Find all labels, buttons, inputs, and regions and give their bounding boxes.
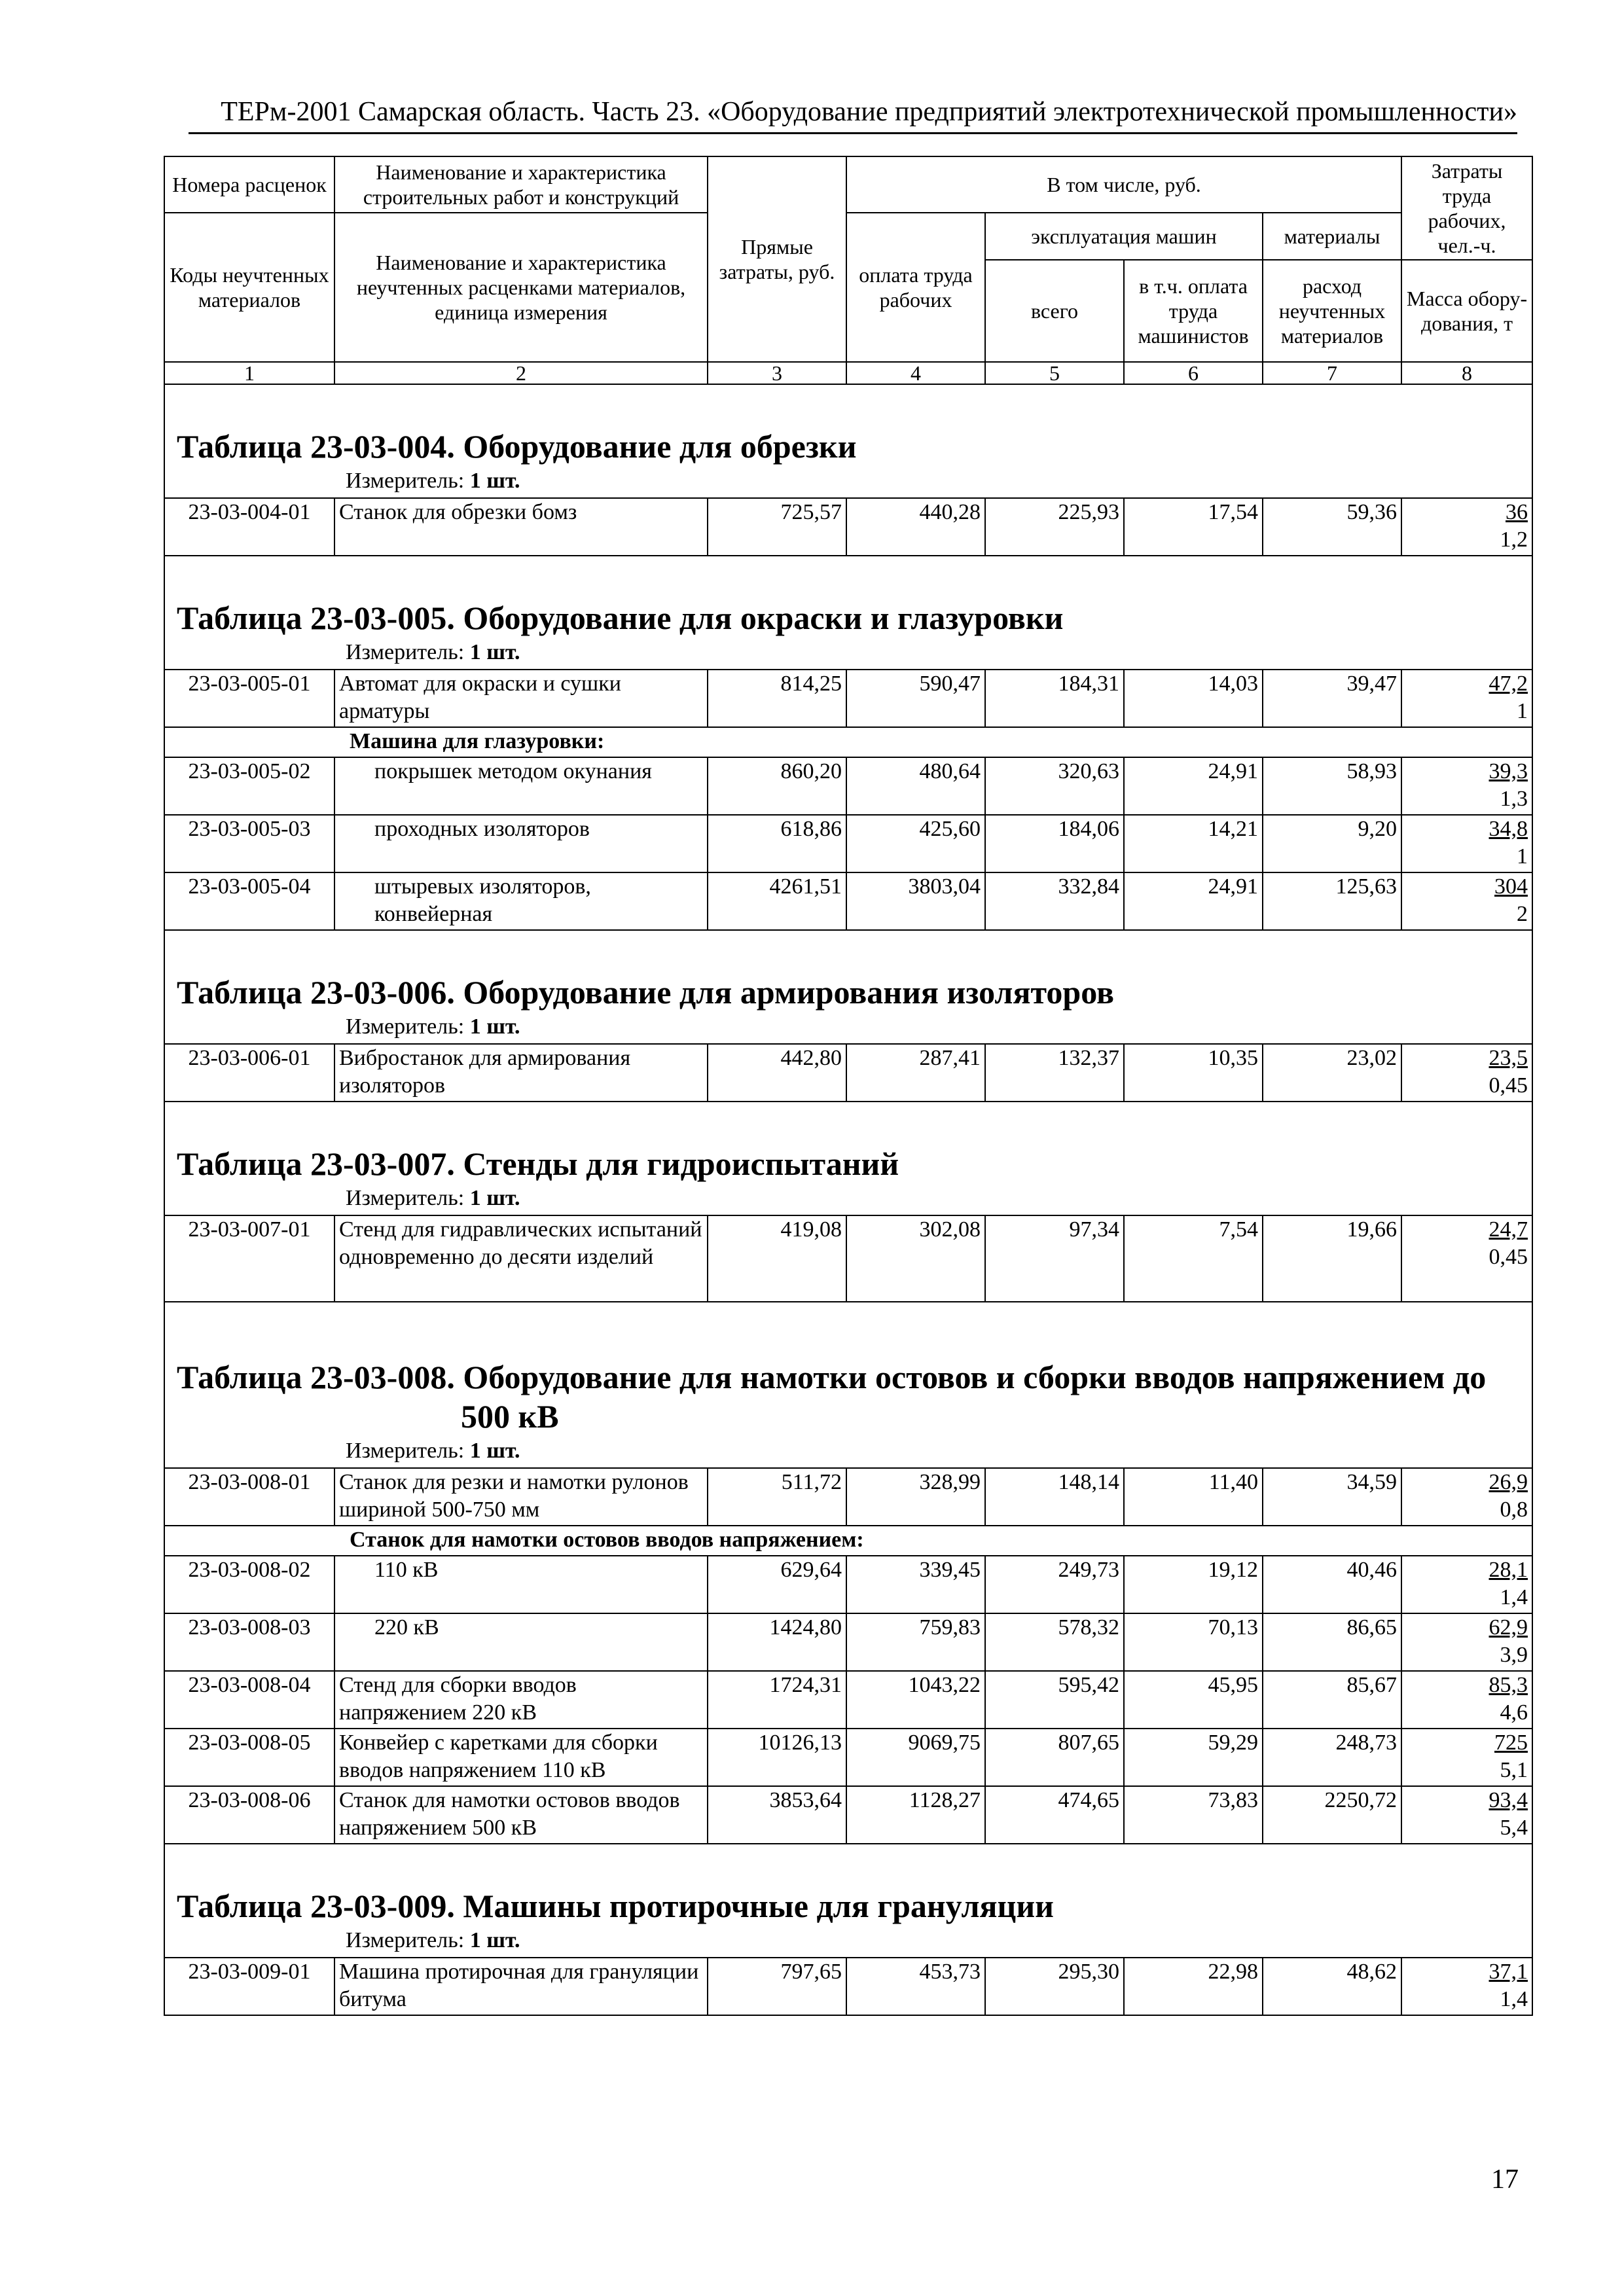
machines-total: 295,30 <box>985 1958 1124 2015</box>
labor-hours: 24,7 <box>1489 1217 1528 1242</box>
equipment-mass: 0,45 <box>1489 1073 1528 1098</box>
labor-pay: 453,73 <box>846 1958 985 2015</box>
labor-pay: 339,45 <box>846 1556 985 1613</box>
group-heading: Станок для намотки остовов вводов напряжением: <box>164 1526 1532 1556</box>
machinist-pay: 73,83 <box>1124 1786 1263 1844</box>
labor-pay: 1128,27 <box>846 1786 985 1844</box>
materials-cost: 85,67 <box>1263 1671 1401 1729</box>
machines-total: 595,42 <box>985 1671 1124 1729</box>
rate-name: 110 кВ <box>334 1556 708 1613</box>
measure-label: Измеритель: <box>346 1186 465 1210</box>
measure-line <box>165 637 1532 669</box>
labor-pay: 590,47 <box>846 670 985 727</box>
equipment-mass: 1,3 <box>1500 787 1528 811</box>
col-header-material-codes: Коды неучтенных материалов <box>164 213 334 362</box>
direct-cost: 814,25 <box>708 670 846 727</box>
labor-mass-cell <box>1401 1729 1532 1786</box>
table-row <box>164 1468 1532 1526</box>
labor-mass-cell <box>1401 670 1532 727</box>
col-header-unaccounted: расход неучтенных материалов <box>1263 260 1401 362</box>
machinist-pay: 45,95 <box>1124 1671 1263 1729</box>
labor-mass-cell <box>1401 1556 1532 1613</box>
table-row <box>164 1729 1532 1786</box>
labor-mass-cell <box>1401 1786 1532 1844</box>
rate-code: 23-03-008-02 <box>164 1556 334 1613</box>
rate-name: покрышек методом окунания <box>334 757 708 815</box>
machines-total: 320,63 <box>985 757 1124 815</box>
labor-pay: 1043,22 <box>846 1671 985 1729</box>
labor-mass-cell <box>1401 1613 1532 1671</box>
section-title: Таблица 23-03-006. Оборудование для армирования изоляторов <box>177 974 1114 1011</box>
direct-cost: 3853,64 <box>708 1786 846 1844</box>
materials-cost: 86,65 <box>1263 1613 1401 1671</box>
labor-mass-cell <box>1401 498 1532 556</box>
column-numbers-row <box>164 362 1532 384</box>
section-title: Таблица 23-03-005. Оборудование для окраски и глазуровки <box>177 600 1064 636</box>
rate-code: 23-03-005-02 <box>164 757 334 815</box>
direct-cost: 442,80 <box>708 1044 846 1102</box>
measure-line <box>165 1012 1532 1043</box>
rate-code: 23-03-008-06 <box>164 1786 334 1844</box>
direct-cost: 10126,13 <box>708 1729 846 1786</box>
direct-cost: 511,72 <box>708 1468 846 1526</box>
machinist-pay: 22,98 <box>1124 1958 1263 2015</box>
labor-pay: 287,41 <box>846 1044 985 1102</box>
materials-cost: 34,59 <box>1263 1468 1401 1526</box>
labor-mass-cell <box>1401 872 1532 930</box>
materials-cost: 23,02 <box>1263 1044 1401 1102</box>
machines-total: 184,06 <box>985 815 1124 872</box>
labor-hours: 85,3 <box>1489 1673 1528 1697</box>
direct-cost: 797,65 <box>708 1958 846 2015</box>
rate-code: 23-03-007-01 <box>164 1215 334 1302</box>
section-title-row <box>164 1302 1532 1468</box>
rate-code: 23-03-008-01 <box>164 1468 334 1526</box>
section-title-row <box>164 1102 1532 1215</box>
section-title-row <box>164 1844 1532 1958</box>
measure-value: 1 шт. <box>469 1186 520 1210</box>
materials-cost: 59,36 <box>1263 498 1401 556</box>
rate-code: 23-03-005-03 <box>164 815 334 872</box>
materials-cost: 19,66 <box>1263 1215 1401 1302</box>
rate-name: Вибростанок для армирования изоляторов <box>334 1044 708 1102</box>
section-title-row <box>164 556 1532 670</box>
equipment-mass: 4,6 <box>1500 1700 1528 1725</box>
running-header: ТЕРм-2001 Самарская область. Часть 23. «Оборудование предприятий электротехнической промышленности» <box>189 92 1517 134</box>
labor-pay: 9069,75 <box>846 1729 985 1786</box>
col-header-mach-total: всего <box>985 260 1124 362</box>
labor-hours: 23,5 <box>1489 1046 1528 1070</box>
equipment-mass: 1 <box>1517 844 1528 869</box>
direct-cost: 629,64 <box>708 1556 846 1613</box>
direct-cost: 419,08 <box>708 1215 846 1302</box>
group-heading-row <box>164 1526 1532 1556</box>
labor-hours: 39,3 <box>1489 759 1528 783</box>
price-table <box>164 156 1533 2016</box>
equipment-mass: 3,9 <box>1500 1643 1528 1667</box>
rate-code: 23-03-006-01 <box>164 1044 334 1102</box>
rate-name: Станок для резки и намотки рулонов шириной 500-750 мм <box>334 1468 708 1526</box>
table-row <box>164 815 1532 872</box>
machines-total: 332,84 <box>985 872 1124 930</box>
labor-hours: 36 <box>1506 500 1528 524</box>
measure-line <box>165 1926 1532 1957</box>
rate-code: 23-03-008-04 <box>164 1671 334 1729</box>
rate-name: Машина протирочная для грануляции битума <box>334 1958 708 2015</box>
machinist-pay: 19,12 <box>1124 1556 1263 1613</box>
table-row <box>164 1613 1532 1671</box>
measure-value: 1 шт. <box>469 640 520 664</box>
table-row <box>164 1556 1532 1613</box>
rate-name: Станок для обрезки бомз <box>334 498 708 556</box>
labor-pay: 425,60 <box>846 815 985 872</box>
machinist-pay: 10,35 <box>1124 1044 1263 1102</box>
labor-hours: 37,1 <box>1489 1960 1528 1984</box>
measure-value: 1 шт. <box>469 1014 520 1039</box>
machinist-pay: 17,54 <box>1124 498 1263 556</box>
col-header-materials: материалы <box>1263 213 1401 260</box>
page-number: 17 <box>1491 2164 1519 2195</box>
table-row <box>164 498 1532 556</box>
machinist-pay: 24,91 <box>1124 757 1263 815</box>
materials-cost: 9,20 <box>1263 815 1401 872</box>
table-row <box>164 1044 1532 1102</box>
col-header-material-names: Наименование и характеристика неучтенных расценками материалов, единица измерения <box>334 213 708 362</box>
rate-name: Автомат для окраски и сушки арматуры <box>334 670 708 727</box>
table-row <box>164 757 1532 815</box>
rate-code: 23-03-005-04 <box>164 872 334 930</box>
measure-line <box>165 1436 1532 1467</box>
labor-hours: 304 <box>1494 874 1528 899</box>
col-header-name: Наименование и характеристика строительных работ и конструкций <box>334 156 708 213</box>
labor-mass-cell <box>1401 815 1532 872</box>
equipment-mass: 1,4 <box>1500 1987 1528 2011</box>
labor-mass-cell <box>1401 1044 1532 1102</box>
column-number: 6 <box>1124 362 1263 384</box>
machines-total: 225,93 <box>985 498 1124 556</box>
machines-total: 249,73 <box>985 1556 1124 1613</box>
machinist-pay: 59,29 <box>1124 1729 1263 1786</box>
rate-name: Стенд для гидравлических испытаний одновременно до десяти изделий <box>334 1215 708 1302</box>
machinist-pay: 14,21 <box>1124 815 1263 872</box>
measure-value: 1 шт. <box>469 1439 520 1463</box>
rate-name: проходных изоляторов <box>334 815 708 872</box>
machines-total: 148,14 <box>985 1468 1124 1526</box>
group-heading: Машина для глазуровки: <box>164 727 1532 757</box>
rate-code: 23-03-009-01 <box>164 1958 334 2015</box>
labor-hours: 26,9 <box>1489 1470 1528 1494</box>
measure-value: 1 шт. <box>469 469 520 493</box>
section-title-row <box>164 930 1532 1044</box>
materials-cost: 125,63 <box>1263 872 1401 930</box>
equipment-mass: 1,4 <box>1500 1585 1528 1609</box>
column-number: 1 <box>164 362 334 384</box>
labor-mass-cell <box>1401 757 1532 815</box>
machines-total: 474,65 <box>985 1786 1124 1844</box>
rate-name: Конвейер с каретками для сборки вводов напряжением 110 кВ <box>334 1729 708 1786</box>
equipment-mass: 5,1 <box>1500 1758 1528 1782</box>
col-header-direct: Прямые затраты, руб. <box>708 156 846 362</box>
measure-line <box>165 1183 1532 1215</box>
materials-cost: 39,47 <box>1263 670 1401 727</box>
table-row <box>164 872 1532 930</box>
labor-pay: 759,83 <box>846 1613 985 1671</box>
col-header-mach-labor: в т.ч. оплата труда машинистов <box>1124 260 1263 362</box>
table-row <box>164 1215 1532 1302</box>
materials-cost: 48,62 <box>1263 1958 1401 2015</box>
measure-label: Измеритель: <box>346 469 465 493</box>
column-number: 7 <box>1263 362 1401 384</box>
labor-mass-cell <box>1401 1468 1532 1526</box>
labor-pay: 480,64 <box>846 757 985 815</box>
table-row <box>164 670 1532 727</box>
machines-total: 132,37 <box>985 1044 1124 1102</box>
equipment-mass: 1,2 <box>1500 528 1528 552</box>
equipment-mass: 1 <box>1517 699 1528 723</box>
rate-name: Стенд для сборки вводов напряжением 220 кВ <box>334 1671 708 1729</box>
measure-label: Измеритель: <box>346 1928 465 1952</box>
column-number: 3 <box>708 362 846 384</box>
labor-mass-cell <box>1401 1671 1532 1729</box>
labor-mass-cell <box>1401 1958 1532 2015</box>
column-number: 4 <box>846 362 985 384</box>
direct-cost: 618,86 <box>708 815 846 872</box>
direct-cost: 4261,51 <box>708 872 846 930</box>
rate-code: 23-03-008-05 <box>164 1729 334 1786</box>
section-title: Таблица 23-03-004. Оборудование для обрезки <box>177 428 857 465</box>
section-title-line-1: Таблица 23-03-008. Оборудование для намотки остовов и сборки вводов напряжением до <box>177 1359 1487 1395</box>
machinist-pay: 7,54 <box>1124 1215 1263 1302</box>
section-title <box>165 1357 1532 1436</box>
col-header-mass: Масса обору- дования, т <box>1401 260 1532 362</box>
column-number: 5 <box>985 362 1124 384</box>
rate-code: 23-03-004-01 <box>164 498 334 556</box>
rate-code: 23-03-005-01 <box>164 670 334 727</box>
header-row-2 <box>164 213 1532 260</box>
machinist-pay: 70,13 <box>1124 1613 1263 1671</box>
rate-name: штыревых изоляторов, конвейерная <box>334 872 708 930</box>
labor-pay: 440,28 <box>846 498 985 556</box>
col-header-labor-hours: Затраты труда рабочих, чел.-ч. <box>1401 156 1532 260</box>
col-header-labor-pay: оплата труда рабочих <box>846 213 985 362</box>
measure-label: Измеритель: <box>346 1014 465 1039</box>
column-number: 2 <box>334 362 708 384</box>
direct-cost: 1424,80 <box>708 1613 846 1671</box>
col-header-incl: В том числе, руб. <box>846 156 1401 213</box>
materials-cost: 40,46 <box>1263 1556 1401 1613</box>
equipment-mass: 5,4 <box>1500 1816 1528 1840</box>
section-title: Таблица 23-03-009. Машины протирочные для грануляции <box>177 1888 1054 1924</box>
labor-pay: 302,08 <box>846 1215 985 1302</box>
equipment-mass: 0,8 <box>1500 1498 1528 1522</box>
col-header-machines: эксплуатация машин <box>985 213 1263 260</box>
equipment-mass: 0,45 <box>1489 1245 1528 1269</box>
rate-code: 23-03-008-03 <box>164 1613 334 1671</box>
machinist-pay: 14,03 <box>1124 670 1263 727</box>
col-header-codes: Номера расценок <box>164 156 334 213</box>
labor-pay: 3803,04 <box>846 872 985 930</box>
labor-hours: 725 <box>1494 1731 1528 1755</box>
labor-hours: 93,4 <box>1489 1788 1528 1812</box>
rate-name: Станок для намотки остовов вводов напряжением 500 кВ <box>334 1786 708 1844</box>
labor-hours: 62,9 <box>1489 1615 1528 1640</box>
rate-name: 220 кВ <box>334 1613 708 1671</box>
machinist-pay: 24,91 <box>1124 872 1263 930</box>
machines-total: 578,32 <box>985 1613 1124 1671</box>
header-row-1 <box>164 156 1532 213</box>
labor-hours: 28,1 <box>1489 1558 1528 1582</box>
materials-cost: 248,73 <box>1263 1729 1401 1786</box>
labor-hours: 47,2 <box>1489 672 1528 696</box>
table-row <box>164 1786 1532 1844</box>
measure-value: 1 шт. <box>469 1928 520 1952</box>
table-row <box>164 1958 1532 2015</box>
group-heading-row <box>164 727 1532 757</box>
direct-cost: 860,20 <box>708 757 846 815</box>
machinist-pay: 11,40 <box>1124 1468 1263 1526</box>
direct-cost: 725,57 <box>708 498 846 556</box>
measure-label: Измеритель: <box>346 640 465 664</box>
section-title-line-2: 500 кВ <box>461 1398 559 1435</box>
measure-label: Измеритель: <box>346 1439 465 1463</box>
materials-cost: 58,93 <box>1263 757 1401 815</box>
measure-line <box>165 466 1532 497</box>
section-title: Таблица 23-03-007. Стенды для гидроиспытаний <box>177 1145 899 1182</box>
labor-mass-cell <box>1401 1215 1532 1302</box>
labor-hours: 34,8 <box>1489 817 1528 841</box>
labor-pay: 328,99 <box>846 1468 985 1526</box>
section-title-row <box>164 384 1532 498</box>
direct-cost: 1724,31 <box>708 1671 846 1729</box>
equipment-mass: 2 <box>1517 902 1528 926</box>
machines-total: 184,31 <box>985 670 1124 727</box>
machines-total: 807,65 <box>985 1729 1124 1786</box>
column-number: 8 <box>1401 362 1532 384</box>
materials-cost: 2250,72 <box>1263 1786 1401 1844</box>
machines-total: 97,34 <box>985 1215 1124 1302</box>
table-row <box>164 1671 1532 1729</box>
